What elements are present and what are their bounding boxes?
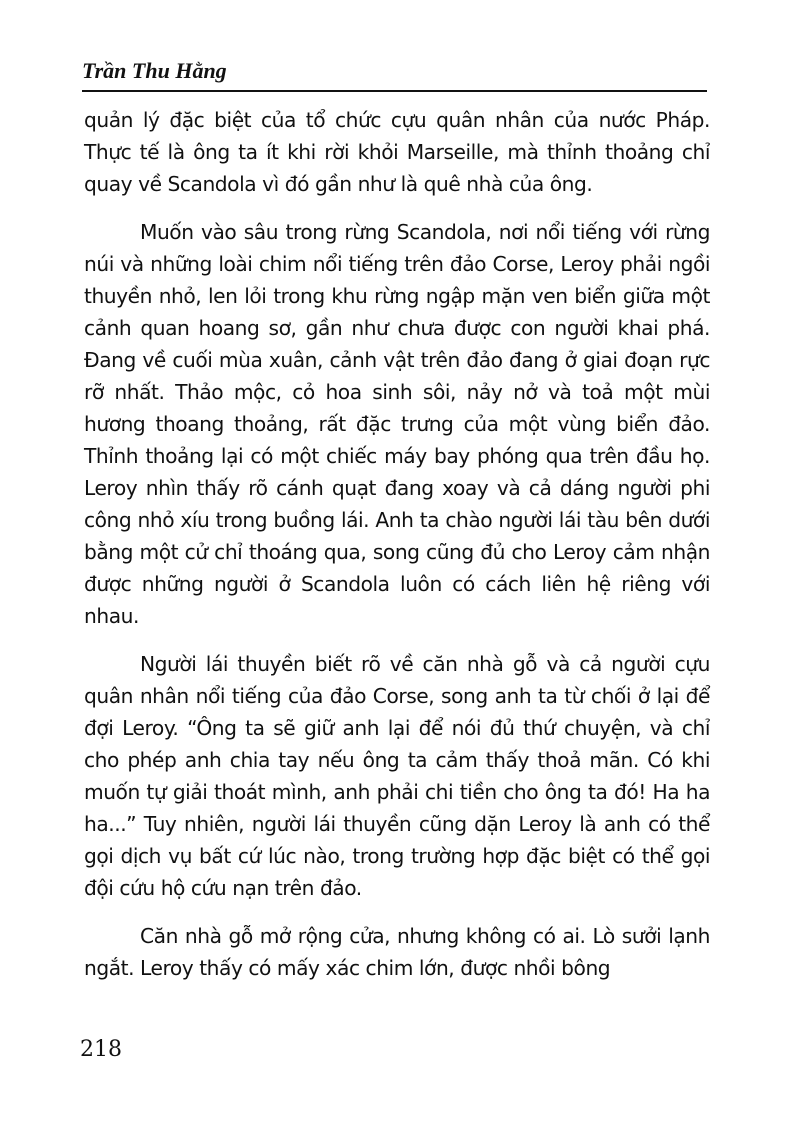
page-number: 218 [80, 1037, 122, 1062]
running-header-title: Trần Thu Hằng [82, 58, 227, 83]
header-divider [82, 90, 707, 92]
paragraph-3: Người lái thuyền biết rõ về căn nhà gỗ và cả người cựu quân nhân nổi tiếng của đảo Corse, song anh ta từ chối ở lại để đợi Leroy. “Ông ta sẽ giữ anh lại để nói đủ thứ chuyện, và chỉ cho phép anh chia tay nếu ông ta cảm thấy thoả mãn. Có khi muốn tự giải thoát mình, anh phải chi tiền cho ông ta đó! Ha ha ha...” Tuy nhiên, người lái thuyền cũng dặn Leroy là anh có thể gọi dịch vụ bất cứ lúc nào, trong trường hợp đặc biệt có thể gọi đội cứu hộ cứu nạn trên đảo. [84, 652, 710, 900]
body-text [84, 104, 710, 1000]
paragraph-1: quản lý đặc biệt của tổ chức cựu quân nhân của nước Pháp. Thực tế là ông ta ít khi rời khỏi Marseille, mà thỉnh thoảng chỉ quay về Scandola vì đó gần như là quê nhà của ông. [84, 108, 710, 196]
paragraph-2: Muốn vào sâu trong rừng Scandola, nơi nổi tiếng với rừng núi và những loài chim nổi tiếng trên đảo Corse, Leroy phải ngồi thuyền nhỏ, len lỏi trong khu rừng ngập mặn ven biển giữa một cảnh quan hoang sơ, gần như chưa được con người khai phá. Đang về cuối mùa xuân, cảnh vật trên đảo đang ở giai đoạn rực rỡ nhất. Thảo mộc, cỏ hoa sinh sôi, nảy nở và toả một mùi hương thoang thoảng, rất đặc trưng của một vùng biển đảo. Thỉnh thoảng lại có một chiếc máy bay phóng qua trên đầu họ. Leroy nhìn thấy rõ cánh quạt đang xoay và cả dáng người phi công nhỏ xíu trong buồng lái. Anh ta chào người lái tàu bên dưới bằng một cử chỉ thoáng qua, song cũng đủ cho Leroy cảm nhận được những người ở Scandola luôn có cách liên hệ riêng với nhau. [84, 220, 710, 628]
paragraph-4: Căn nhà gỗ mở rộng cửa, nhưng không có ai. Lò sưởi lạnh ngắt. Leroy thấy có mấy xác chim lớn, được nhồi bông [84, 924, 710, 980]
